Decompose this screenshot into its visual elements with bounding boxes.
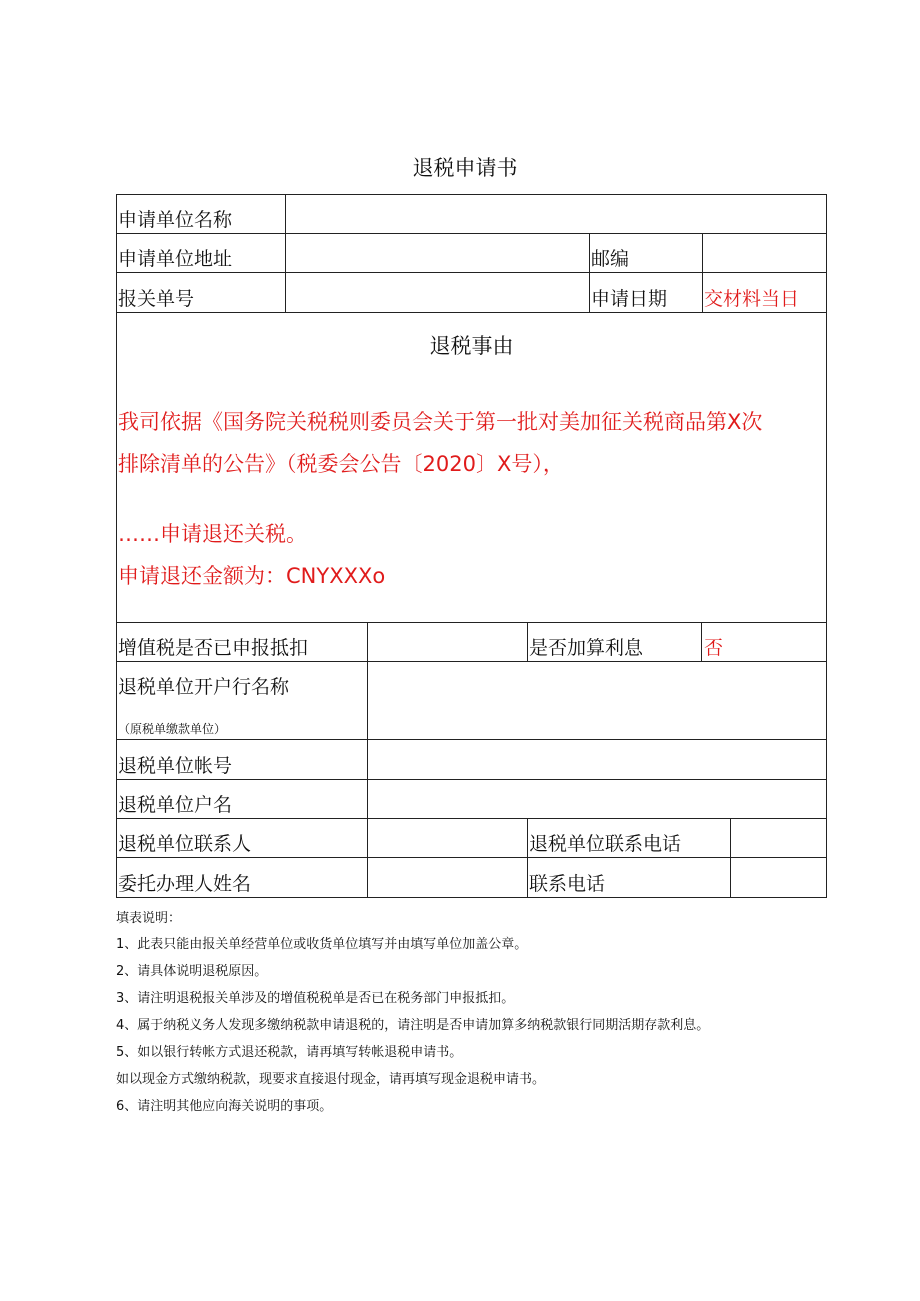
bank-name-label: 退税单位开户行名称 — [118, 676, 290, 698]
reason-amount-line: 申请退还金额为：CNYXXXo — [118, 564, 386, 588]
table-line — [116, 897, 827, 898]
apply-date-label: 申请日期 — [591, 288, 668, 310]
table-line — [527, 622, 528, 661]
contact-label: 退税单位联系人 — [118, 833, 252, 855]
table-line — [116, 194, 117, 897]
reason-line: 我司依据《国务院关税税则委员会关于第一批对美加征关税商品第X次 — [118, 410, 763, 434]
add-interest-value[interactable]: 否 — [704, 637, 724, 659]
reason-line: 排除清单的公告》（税委会公告〔2020〕X号）， — [118, 452, 564, 476]
bank-name-sublabel: （原税单缴款单位） — [118, 722, 227, 736]
customs-declaration-label: 报关单号 — [118, 288, 195, 310]
note-item: 5、如以银行转帐方式退还税款，请再填写转帐退税申请书。 — [116, 1045, 463, 1060]
table-line — [527, 818, 528, 897]
note-item: 3、请注明退税报关单涉及的增值税税单是否已在税务部门申报抵扣。 — [116, 991, 515, 1006]
account-name-field[interactable] — [368, 780, 826, 818]
phone-label: 联系电话 — [529, 873, 606, 895]
reason-heading: 退税事由 — [429, 334, 514, 358]
postcode-label: 邮编 — [591, 248, 630, 270]
table-line — [701, 622, 702, 661]
bank-name-field[interactable] — [368, 662, 826, 739]
apply-date-value[interactable]: 交材料当日 — [704, 288, 800, 310]
note-item: 2、请具体说明退税原因。 — [116, 964, 268, 979]
postcode-field[interactable] — [703, 234, 826, 272]
phone-field[interactable] — [731, 858, 826, 897]
reason-line: ……申请退还关税。 — [118, 522, 307, 546]
table-line — [116, 312, 827, 313]
note-item: 如以现金方式缴纳税款，现要求直接退付现金，请再填写现金退税申请书。 — [116, 1072, 546, 1087]
add-interest-label: 是否加算利息 — [529, 637, 644, 659]
customs-declaration-field[interactable] — [286, 273, 589, 312]
note-item: 6、请注明其他应向海关说明的事项。 — [116, 1099, 333, 1114]
note-item: 1、此表只能由报关单经营单位或收货单位填写并由填写单位加盖公章。 — [116, 937, 528, 952]
account-no-field[interactable] — [368, 740, 826, 779]
agent-name-field[interactable] — [368, 858, 527, 897]
applicant-name-field[interactable] — [286, 195, 826, 233]
vat-deducted-label: 增值税是否已申报抵扣 — [118, 637, 309, 659]
applicant-name-label: 申请单位名称 — [118, 209, 233, 231]
contact-phone-field[interactable] — [731, 819, 826, 857]
agent-name-label: 委托办理人姓名 — [118, 873, 252, 895]
account-no-label: 退税单位帐号 — [118, 755, 233, 777]
account-name-label: 退税单位户名 — [118, 794, 233, 816]
page-title: 退税申请书 — [412, 156, 518, 180]
note-item: 4、属于纳税义务人发现多缴纳税款申请退税的，请注明是否申请加算多纳税款银行同期活期存款利息。 — [116, 1018, 710, 1033]
contact-phone-label: 退税单位联系电话 — [529, 833, 682, 855]
contact-field[interactable] — [368, 819, 527, 857]
table-line — [589, 233, 590, 312]
applicant-address-field[interactable] — [286, 234, 589, 272]
table-line — [826, 194, 827, 897]
applicant-address-label: 申请单位地址 — [118, 248, 233, 270]
notes-heading: 填表说明： — [116, 911, 182, 926]
vat-deducted-field[interactable] — [368, 623, 527, 661]
